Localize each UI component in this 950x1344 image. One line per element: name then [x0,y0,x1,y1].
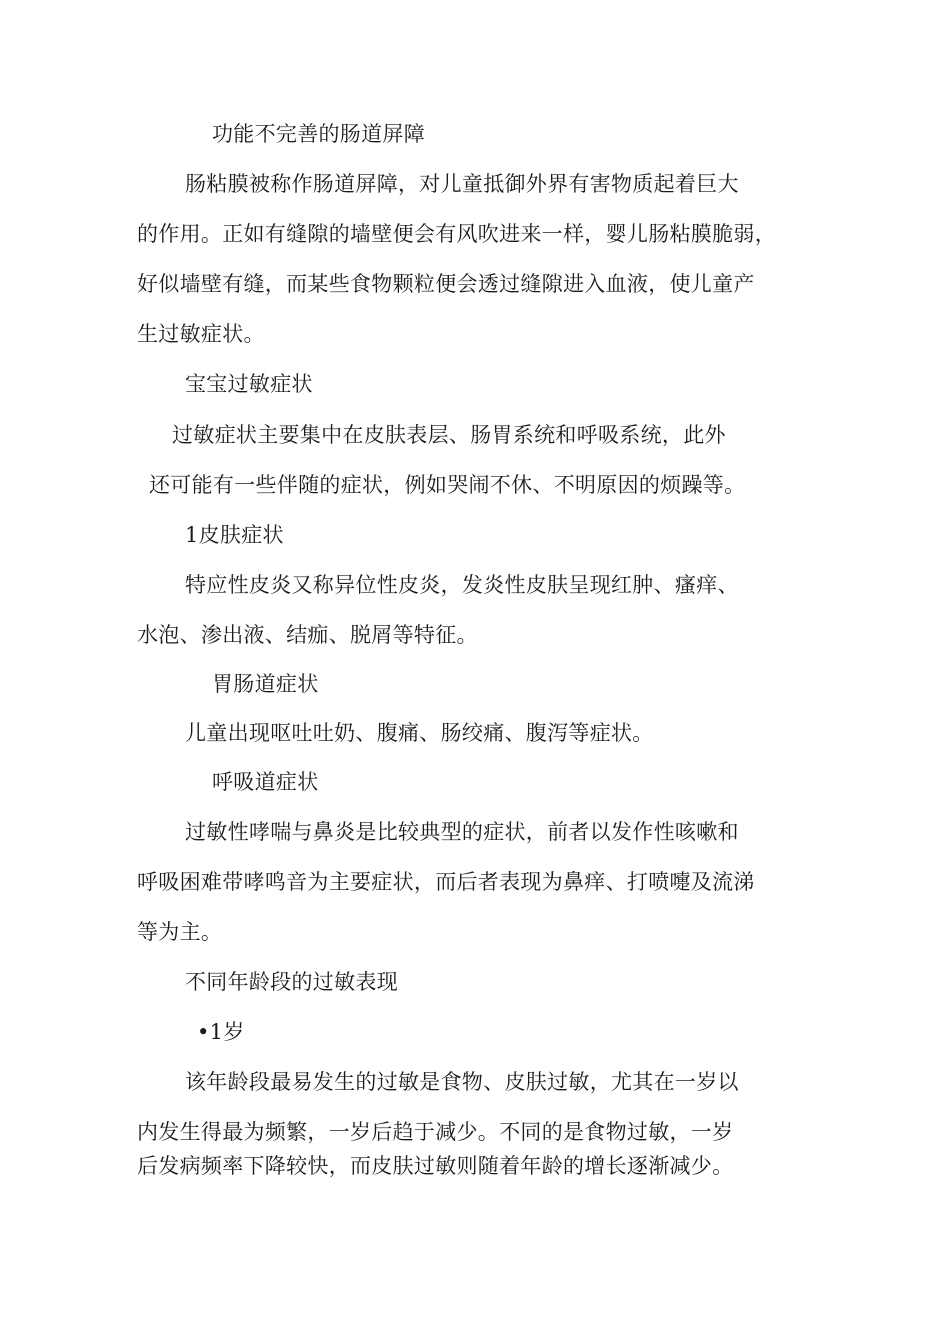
paragraph-line: 水泡、渗出液、结痂、脱屑等特征。 [137,623,478,647]
section-heading: 胃肠道症状 [212,672,319,696]
section-heading: 宝宝过敏症状 [185,372,313,396]
paragraph-line: 特应性皮炎又称异位性皮炎，发炎性皮肤呈现红肿、瘙痒、 [185,573,739,597]
paragraph-line: 内发生得最为频繁，一岁后趋于减少。不同的是食物过敏，一岁 [137,1120,734,1144]
paragraph-line: 好似墙壁有缝，而某些食物颗粒便会透过缝隙进入血液，使儿童产 [137,272,755,296]
paragraph-line: 肠粘膜被称作肠道屏障，对儿童抵御外界有害物质起着巨大 [185,172,739,196]
paragraph-line: 还可能有一些伴随的症状，例如哭闹不休、不明原因的烦躁等。 [149,473,746,497]
paragraph-line: 过敏性哮喘与鼻炎是比较典型的症状，前者以发作性咳嗽和 [185,820,739,844]
section-heading: 呼吸道症状 [212,770,319,794]
section-heading: 不同年龄段的过敏表现 [185,970,398,994]
paragraph-line: 的作用。正如有缝隙的墙壁便会有风吹进来一样，婴儿肠粘膜脆弱， [137,222,776,246]
section-heading: 功能不完善的肠道屏障 [212,122,425,146]
section-heading: 1皮肤症状 [185,523,284,547]
paragraph-line: 该年龄段最易发生的过敏是食物、皮肤过敏，尤其在一岁以 [185,1070,739,1094]
paragraph-line: 儿童出现呕吐吐奶、腹痛、肠绞痛、腹泻等症状。 [185,721,654,745]
paragraph-line: 等为主。 [137,920,223,944]
section-heading: •1岁 [197,1020,245,1044]
paragraph-line: 生过敏症状。 [137,322,265,346]
paragraph-line: 呼吸困难带哮鸣音为主要症状，而后者表现为鼻痒、打喷嚏及流涕 [137,870,755,894]
paragraph-line: 后发病频率下降较快，而皮肤过敏则随着年龄的增长逐渐减少。 [137,1154,734,1178]
paragraph-line: 过敏症状主要集中在皮肤表层、肠胃系统和呼吸系统，此外 [172,423,726,447]
